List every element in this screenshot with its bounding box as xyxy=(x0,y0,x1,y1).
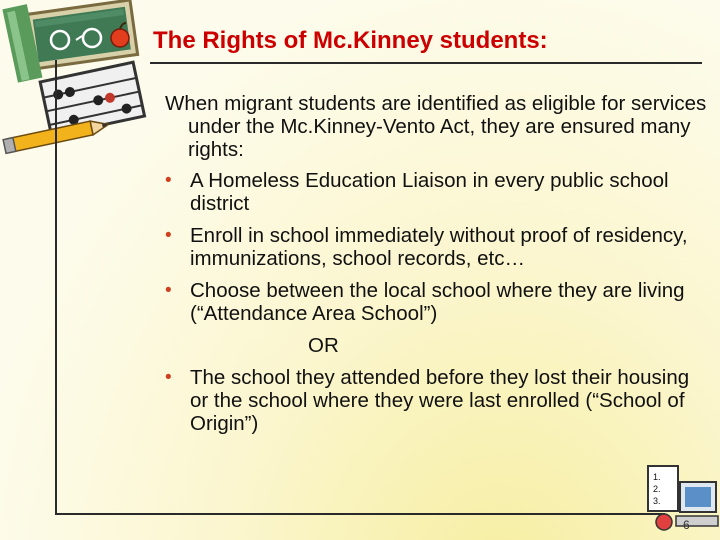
rights-list-continued xyxy=(165,366,710,435)
svg-text:1.: 1. xyxy=(653,472,661,482)
or-label: OR xyxy=(308,334,339,357)
list-item xyxy=(165,169,710,215)
computer-clipart-icon xyxy=(640,460,720,540)
list-item xyxy=(165,279,710,325)
left-border-line xyxy=(55,60,57,515)
page-number: 6 xyxy=(683,518,690,532)
bullet-icon: • xyxy=(165,367,172,388)
school-clipart-icon xyxy=(0,0,150,170)
list-item-text: A Homeless Education Liaison in every public school district xyxy=(190,169,669,215)
rights-list xyxy=(165,169,710,325)
svg-text:3.: 3. xyxy=(653,496,661,506)
list-item-text: Enroll in school immediately without proof of residency, immunizations, school records, etc… xyxy=(190,224,688,270)
title-underline xyxy=(150,62,702,64)
intro-text: When migrant students are identified as eligible for services under the Mc.Kinney-Vento Act, they are ensured many rights: xyxy=(165,92,707,161)
list-item xyxy=(165,366,710,435)
bullet-icon: • xyxy=(165,225,172,246)
bottom-border-line xyxy=(55,513,665,515)
slide-title: The Rights of Mc.Kinney students: xyxy=(153,27,548,54)
list-item-text: The school they attended before they lost their housing or the school where they were last enrolled (“School of Origin”) xyxy=(190,366,690,435)
list-item-text: Choose between the local school where they are living (“Attendance Area School”) xyxy=(190,279,685,325)
list-item xyxy=(165,224,710,270)
bullet-icon: • xyxy=(165,280,172,301)
bullet-icon: • xyxy=(165,170,172,191)
slide-body xyxy=(165,92,710,444)
svg-text:2.: 2. xyxy=(653,484,661,494)
